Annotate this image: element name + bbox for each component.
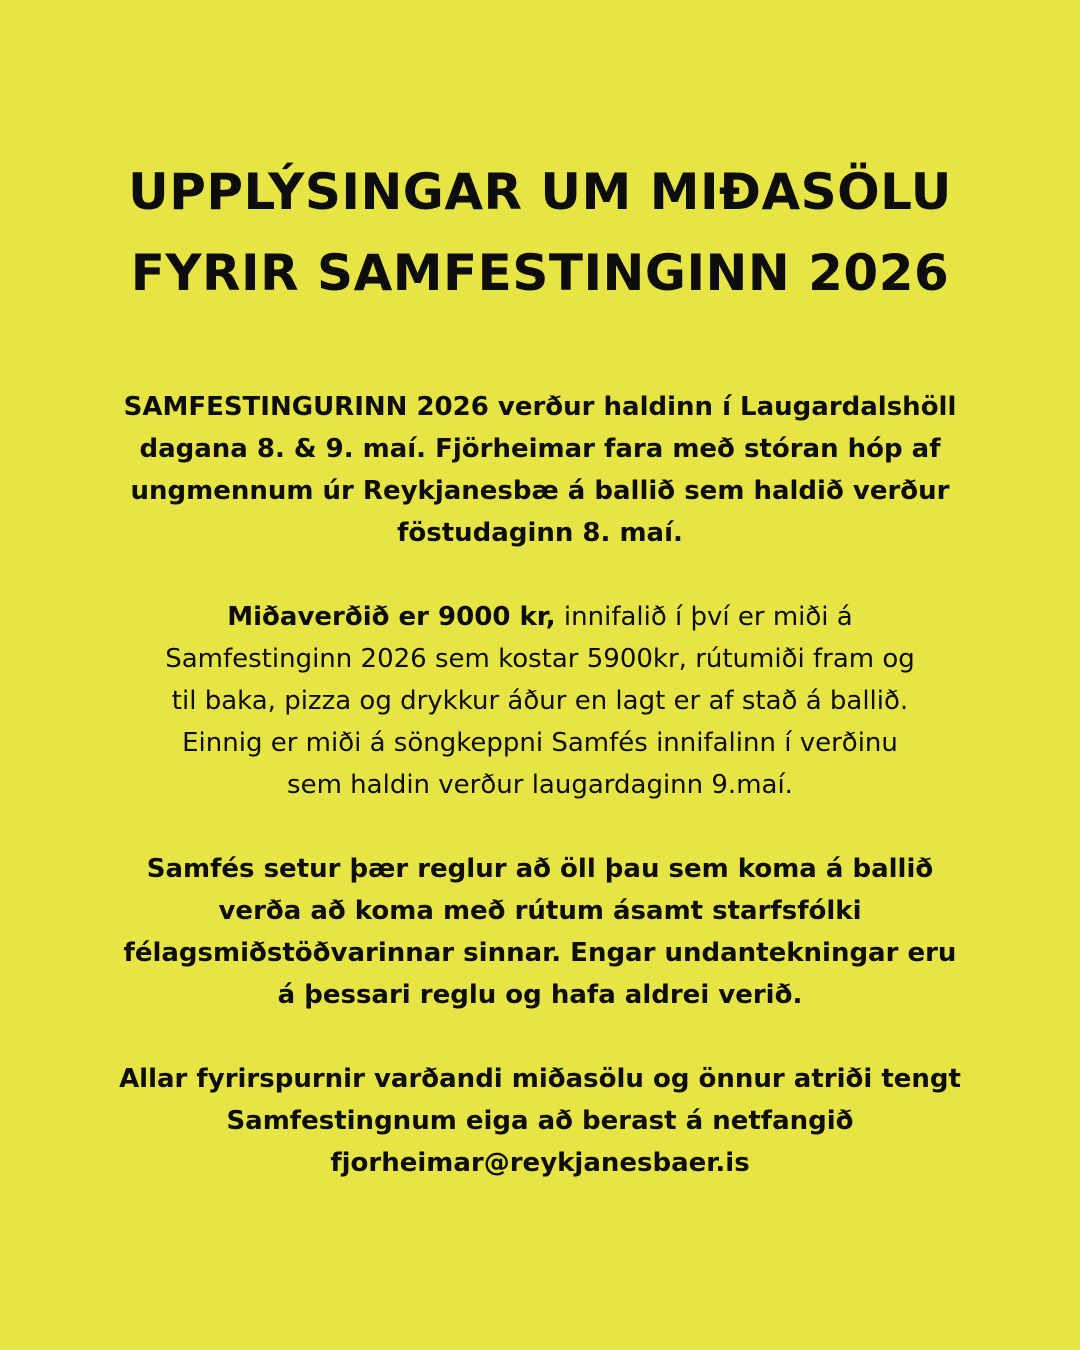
title-line-1: UPPLÝSINGAR UM MIÐASÖLU (128, 163, 952, 221)
event-info-paragraph (0, 386, 1080, 554)
paragraph-line: Einnig er miði á söngkeppni Samfés innifalinn í verðinu (182, 728, 898, 758)
paragraph-line: ungmennum úr Reykjanesbæ á ballið sem haldið verður (130, 476, 950, 506)
page-title (0, 152, 1080, 314)
paragraph-line: Samfés setur þær reglur að öll þau sem koma á ballið (146, 854, 934, 884)
price-line (0, 596, 1080, 638)
price-line-rest: innifalið í því er miði á (555, 602, 853, 632)
paragraph-line: Samfestinginn 2026 sem kostar 5900kr, rútumiði fram og (165, 644, 915, 674)
contact-paragraph (0, 1058, 1080, 1184)
paragraph-line: SAMFESTINGURINN 2026 verður haldinn í Laugardalshöll (123, 392, 957, 422)
paragraph-line: félagsmiðstöðvarinnar sinnar. Engar undantekningar eru (123, 938, 957, 968)
paragraph-line: sem haldin verður laugardaginn 9.maí. (287, 770, 793, 800)
contact-email: fjorheimar@reykjanesbaer.is (330, 1148, 750, 1178)
ticket-price-paragraph (0, 596, 1080, 806)
paragraph-line: verða að koma með rútum ásamt starfsfólki (218, 896, 862, 926)
paragraph-line: Allar fyrirspurnir varðandi miðasölu og önnur atriði tengt (119, 1064, 961, 1094)
paragraph-line: Samfestingnum eiga að berast á netfangið (226, 1106, 854, 1136)
title-line-2: FYRIR SAMFESTINGINN 2026 (130, 244, 950, 302)
paragraph-line: til baka, pizza og drykkur áður en lagt er af stað á ballið. (171, 686, 909, 716)
price-highlight: Miðaverðið er 9000 kr, (227, 602, 556, 632)
paragraph-line: á þessari reglu og hafa aldrei verið. (277, 980, 803, 1010)
paragraph-line: dagana 8. & 9. maí. Fjörheimar fara með stóran hóp af (139, 434, 941, 464)
rules-paragraph (0, 848, 1080, 1016)
paragraph-line: föstudaginn 8. maí. (397, 518, 683, 548)
